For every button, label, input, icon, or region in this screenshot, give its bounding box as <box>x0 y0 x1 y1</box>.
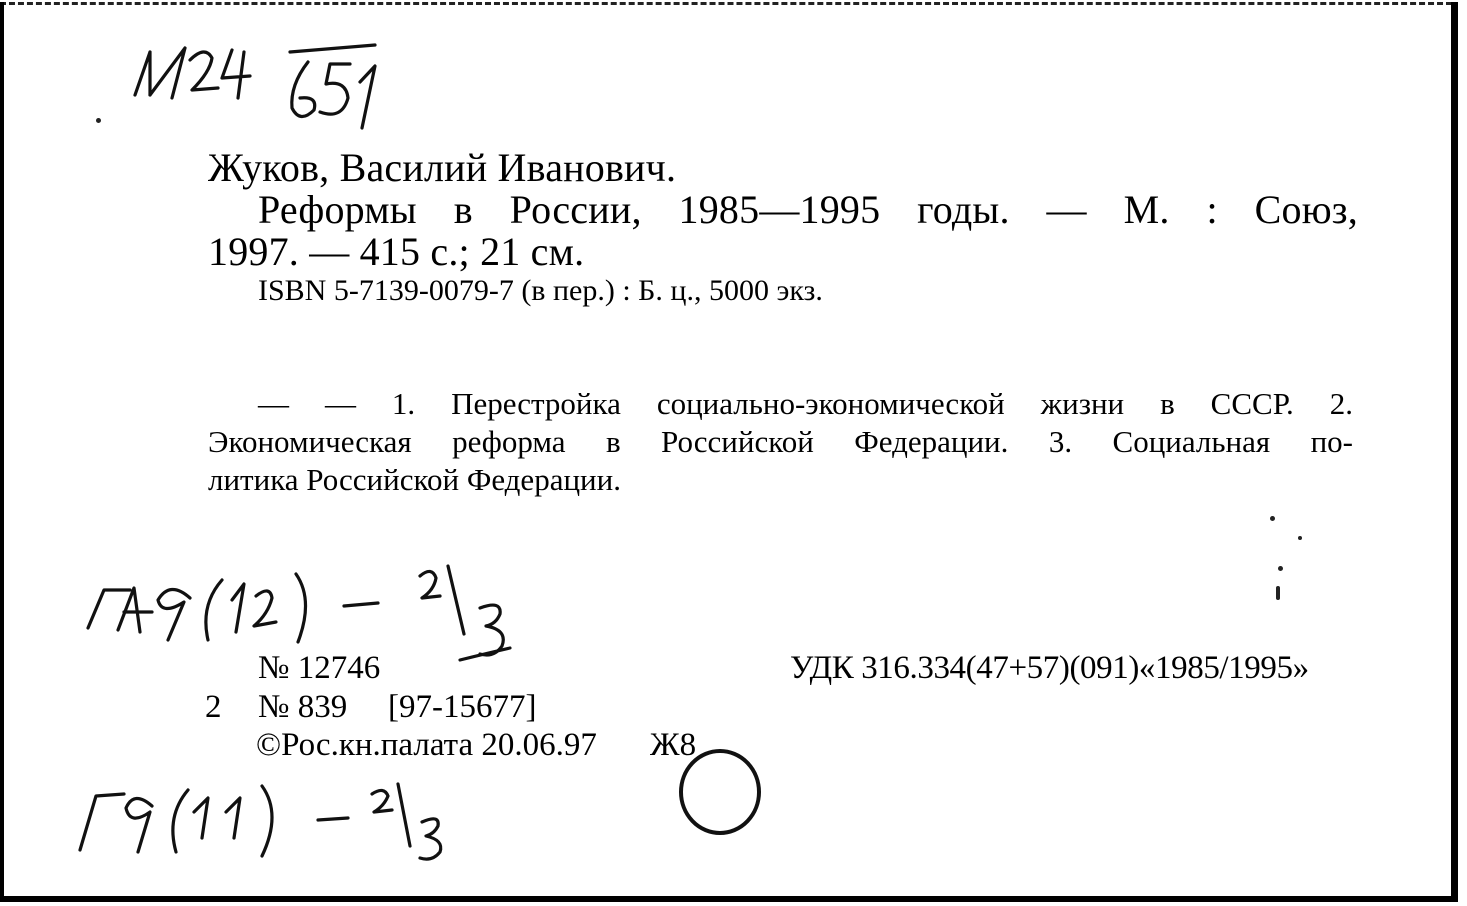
udc-code: УДК 316.334(47+57)(091)«1985/1995» <box>790 650 1309 686</box>
subjects-line-3: литика Российской Федерации. <box>208 462 621 497</box>
copyright-line: ©Рос.кн.палата 20.06.97 <box>256 727 597 763</box>
title-line-1: Реформы в России, 1985—1995 годы. — М. : Союз, <box>258 187 1358 232</box>
record-number: № 12746 <box>258 650 381 686</box>
card-count: 2 <box>205 689 222 725</box>
title-line-2: 1997. — 415 с.; 21 см. <box>208 229 585 274</box>
author-heading: Жуков, Василий Иванович. <box>208 145 677 190</box>
card-number: № 839 <box>258 689 348 725</box>
subjects-line-2: Экономическая реформа в Российской Федерации. 3. Социальная по- <box>208 424 1353 459</box>
stamp-suffix: Ж8 <box>650 727 697 763</box>
isbn-line: ISBN 5-7139-0079-7 (в пер.) : Б. ц., 5000 экз. <box>258 274 823 307</box>
subjects-line-1: — — 1. Перестройка социально-экономической жизни в СССР. 2. <box>258 386 1353 421</box>
card-code: [97-15677] <box>388 689 537 725</box>
